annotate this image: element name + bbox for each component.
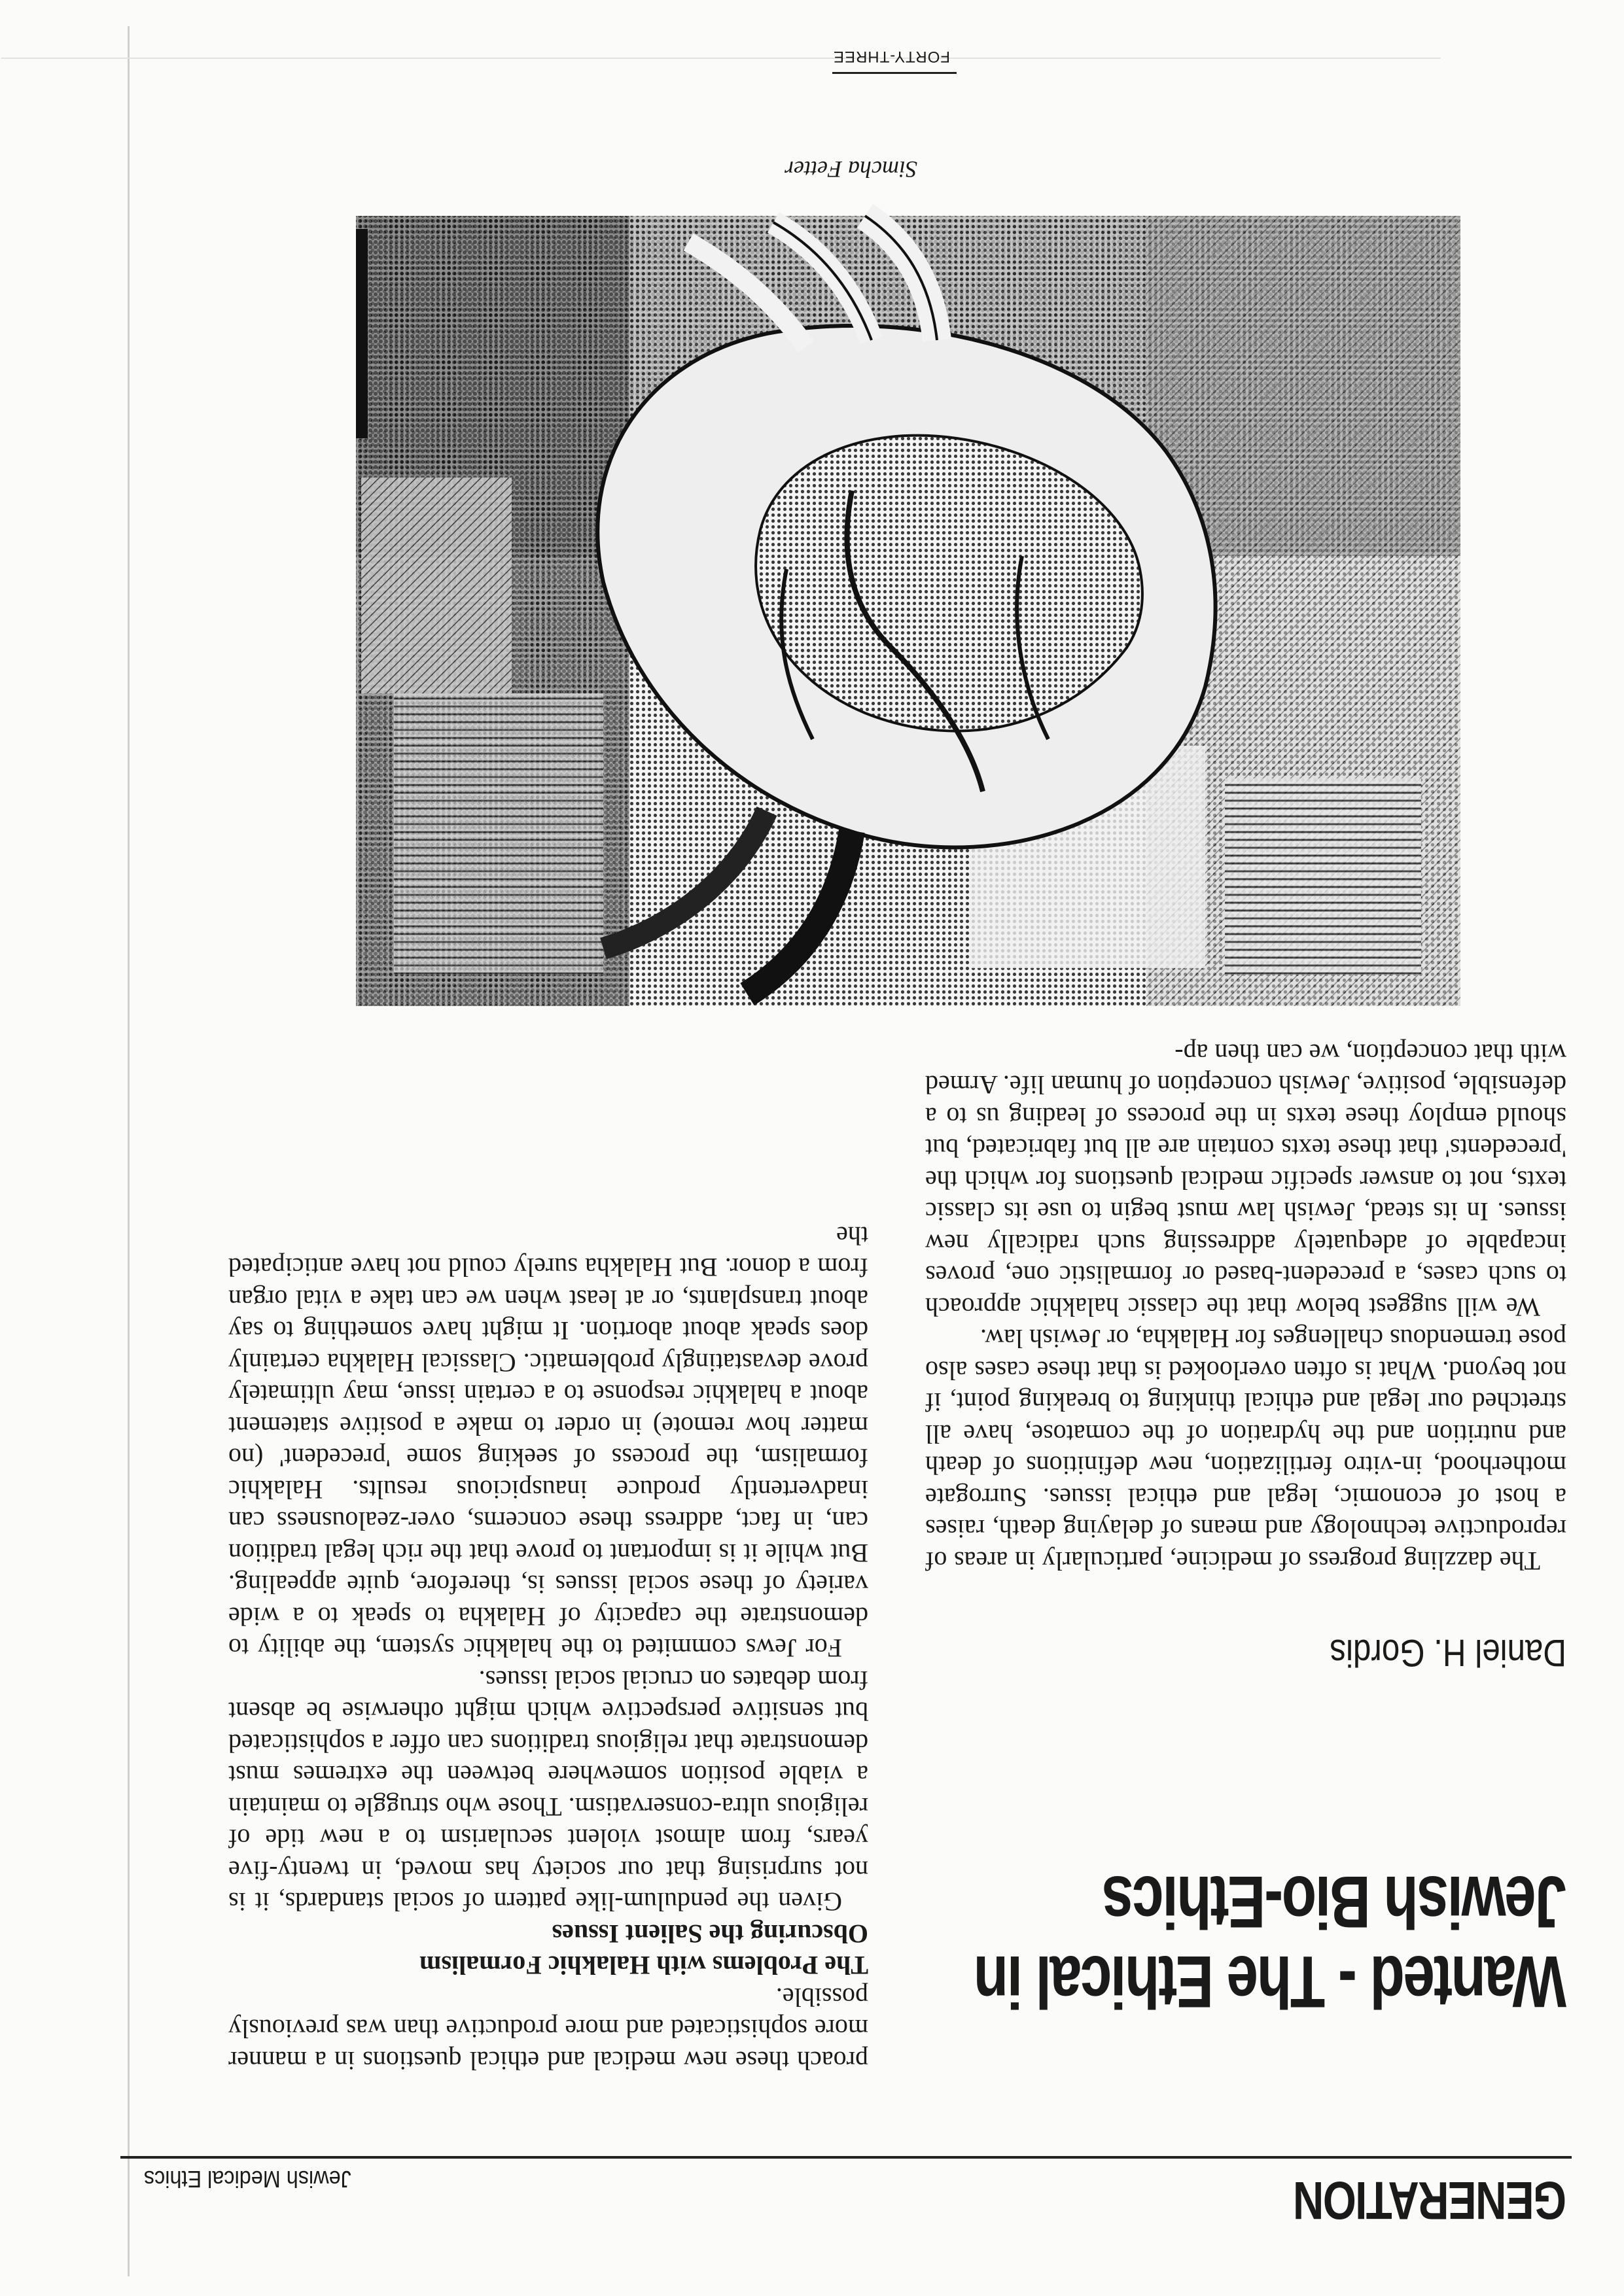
subheading-line-1: The Problems with Halakhic Formalism	[419, 1951, 868, 1981]
subheading-line-2: Obscuring the Salient Issues	[552, 1919, 868, 1949]
masthead: GENERATION	[1294, 2170, 1566, 2230]
paragraph: proach these new medical and ethical questions in a manner more sophisticated and more productive than was previously possible.	[228, 1983, 868, 2076]
title-line-1: Wanted - The Ethical in	[975, 1941, 1566, 2023]
paragraph: Given the pendulum-like pattern of social standards, it is not surprising that our society has moved, in twenty-five years, from almost violent secularism to a new tide of religious ultra-conservatism. Those who struggle to maintain a viable position somewhere between the extremes must demonstrate that religious traditions can offer a sophisticated but sensitive perspective which might otherwise be absent from debates on crucial social issues.	[228, 1665, 868, 1917]
section-label: Jewish Medical Ethics	[144, 2166, 351, 2193]
title-line-2: Jewish Bio-Ethics	[1103, 1861, 1566, 1943]
page-number: FORTY-THREE	[832, 48, 950, 65]
paragraph: The dazzling progress of medicine, particularly in areas of reproductive technology and means of delaying death, raises a host of economic, legal and ethical issues. Surrogate motherhood, in-vitro fertilization, new definitions of death and nutrition and the hydration of the comatose, have all stretched our legal and ethical thinking to breaking point, if not beyond. What is often overlooked is that these cases also pose tremendous challenges for Halakha, or Jewish law.	[925, 1324, 1566, 1576]
illustration-credit: Simcha Fetter	[785, 156, 917, 183]
folio-rule	[832, 72, 957, 74]
paragraph: We will suggest below that the classic halakhic approach to such cases, a precedent-based or formalistic one, proves incapable of adequately addressing such radically new issues. In its stead, Jewish law must begin to use its classic texts, not to answer specific medical questions for which the 'precedents' that these texts contain are all but fabricated, but should employ these texts in the process of leading us to a defensible, positive, Jewish conception of human life. Armed with that conception, we can then ap-	[925, 1039, 1566, 1322]
author-byline: Daniel H. Gordis	[1330, 1631, 1566, 1674]
paragraph: For Jews commited to the halakhic system, the ability to demonstrate the capacity of Halakha to speak to a wide variety of these social issues is, therefore, quite appealing. But while it is important to prove that the rich legal tradition can, in fact, address these concerns, over-zealousness can inadvertently produce inauspicious results. Halakhic formalism, the process of seeking some 'precedent' (no matter how remote) in order to make a positive statement about a halakhic response to a certain issue, may ultimately prove devastatingly problematic. Classical Halakha certainly does speak about abortion. It might have something to say about transplants, or at least when we can take a vital organ from a donor. But Halakha surely could not have anticipated the	[228, 1221, 868, 1663]
